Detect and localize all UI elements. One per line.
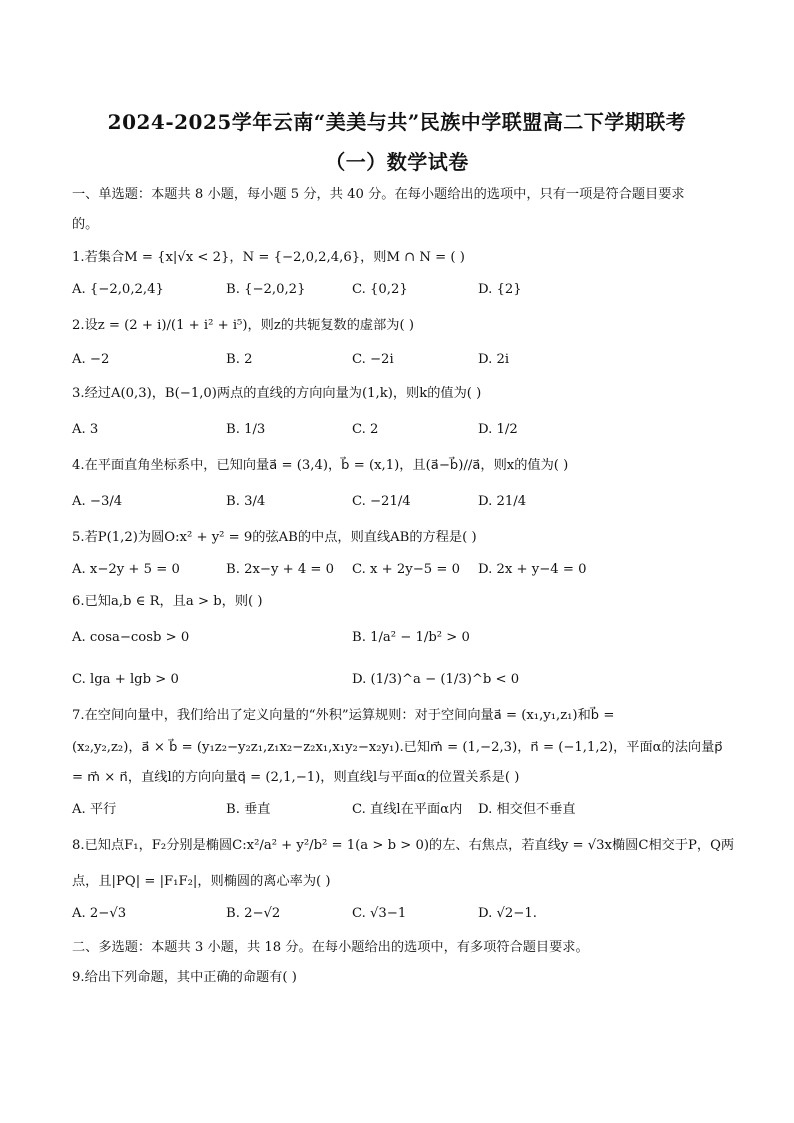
question-2-stem: 2.设z = (2 + i)/(1 + i² + i⁵)，则z的共轭复数的虚部为( )	[72, 318, 414, 333]
question-1-option-d: D. {2}	[478, 282, 522, 297]
question-7-option-a: A. 平行	[72, 802, 117, 817]
question-3-option-c: C. 2	[352, 422, 379, 437]
question-6-option-a: A. cosa−cosb > 0	[72, 630, 190, 645]
question-2-option-c: C. −2i	[352, 352, 394, 367]
section-heading-single-choice: 一、单选题：本题共 8 小题，每小题 5 分，共 40 分。在每小题给出的选项中，只有一项是符合题目要求	[72, 187, 685, 202]
question-8-option-b: B. 2−√2	[226, 906, 281, 921]
exam-title: 2024-2025学年云南“美美与共”民族中学联盟高二下学期联考	[107, 110, 687, 134]
question-7-option-b: B. 垂直	[226, 802, 271, 817]
question-1-option-b: B. {−2,0,2}	[226, 282, 306, 297]
question-3-option-d: D. 1/2	[478, 422, 518, 437]
exam-subtitle: （一）数学试卷	[325, 150, 469, 174]
question-7-option-d: D. 相交但不垂直	[478, 802, 576, 817]
question-7-option-c: C. 直线l在平面α内	[352, 802, 463, 817]
question-3-stem: 3.经过A(0,3)，B(−1,0)两点的直线的方向向量为(1,k)，则k的值为( )	[72, 386, 482, 401]
question-6-stem: 6.已知a,b ∈ R，且a > b，则( )	[72, 594, 263, 609]
question-7-stem-line-3: = m⃗ × n⃗，直线l的方向向量q⃗ = (2,1,−1)，则直线l与平面α的位置关系是( )	[72, 770, 520, 785]
question-6-option-d: D. (1/3)^a − (1/3)^b < 0	[352, 672, 520, 687]
question-8-option-d: D. √2−1.	[478, 906, 537, 921]
question-2-option-a: A. −2	[72, 352, 110, 367]
question-7-stem-line-1: 7.在空间向量中，我们给出了定义向量的“外积”运算规则：对于空间向量a⃗ = (x₁,y₁,z₁)和b⃗ =	[72, 708, 615, 723]
question-5-option-b: B. 2x−y + 4 = 0	[226, 562, 335, 577]
question-5-option-a: A. x−2y + 5 = 0	[72, 562, 180, 577]
question-8-option-c: C. √3−1	[352, 906, 407, 921]
question-8-option-a: A. 2−√3	[72, 906, 127, 921]
question-8-stem-line-1: 8.已知点F₁，F₂分别是椭圆C:x²/a² + y²/b² = 1(a > b > 0)的左、右焦点，若直线y = √3x椭圆C相交于P，Q两	[72, 838, 735, 853]
question-3-option-a: A. 3	[72, 422, 99, 437]
question-6-option-c: C. lga + lgb > 0	[72, 672, 179, 687]
question-4-stem: 4.在平面直角坐标系中，已知向量a⃗ = (3,4)，b⃗ = (x,1)，且(a⃗−b⃗)//a⃗，则x的值为( )	[72, 458, 569, 473]
question-2-option-b: B. 2	[226, 352, 253, 367]
question-4-option-b: B. 3/4	[226, 494, 266, 509]
question-4-option-d: D. 21/4	[478, 494, 527, 509]
question-1-stem: 1.若集合M = {x|√x < 2}，N = {−2,0,2,4,6}，则M ∩ N = ( )	[72, 250, 465, 265]
question-7-stem-line-2: (x₂,y₂,z₂)，a⃗ × b⃗ = (y₁z₂−y₂z₁,z₁x₂−z₂x₁,x₁y₂−x₂y₁).已知m⃗ = (1,−2,3)，n⃗ = (−1,1,2)，平面α的法向量p⃗	[72, 740, 723, 755]
question-5-option-c: C. x + 2y−5 = 0	[352, 562, 460, 577]
question-1-option-a: A. {−2,0,2,4}	[72, 282, 164, 297]
question-6-option-b: B. 1/a² − 1/b² > 0	[352, 630, 470, 645]
question-2-option-d: D. 2i	[478, 352, 510, 367]
question-4-option-a: A. −3/4	[72, 494, 123, 509]
question-8-stem-line-2: 点，且|PQ| = |F₁F₂|，则椭圆的离心率为( )	[72, 874, 331, 889]
question-1-option-c: C. {0,2}	[352, 282, 408, 297]
question-4-option-c: C. −21/4	[352, 494, 411, 509]
section-heading-multiple-choice: 二、多选题：本题共 3 小题，共 18 分。在每小题给出的选项中，有多项符合题目要求。	[72, 940, 589, 955]
question-3-option-b: B. 1/3	[226, 422, 266, 437]
question-9-stem: 9.给出下列命题，其中正确的命题有( )	[72, 970, 297, 985]
question-5-stem: 5.若P(1,2)为圆O:x² + y² = 9的弦AB的中点，则直线AB的方程是( )	[72, 530, 477, 545]
section-heading-single-choice-cont: 的。	[72, 217, 99, 232]
question-5-option-d: D. 2x + y−4 = 0	[478, 562, 587, 577]
